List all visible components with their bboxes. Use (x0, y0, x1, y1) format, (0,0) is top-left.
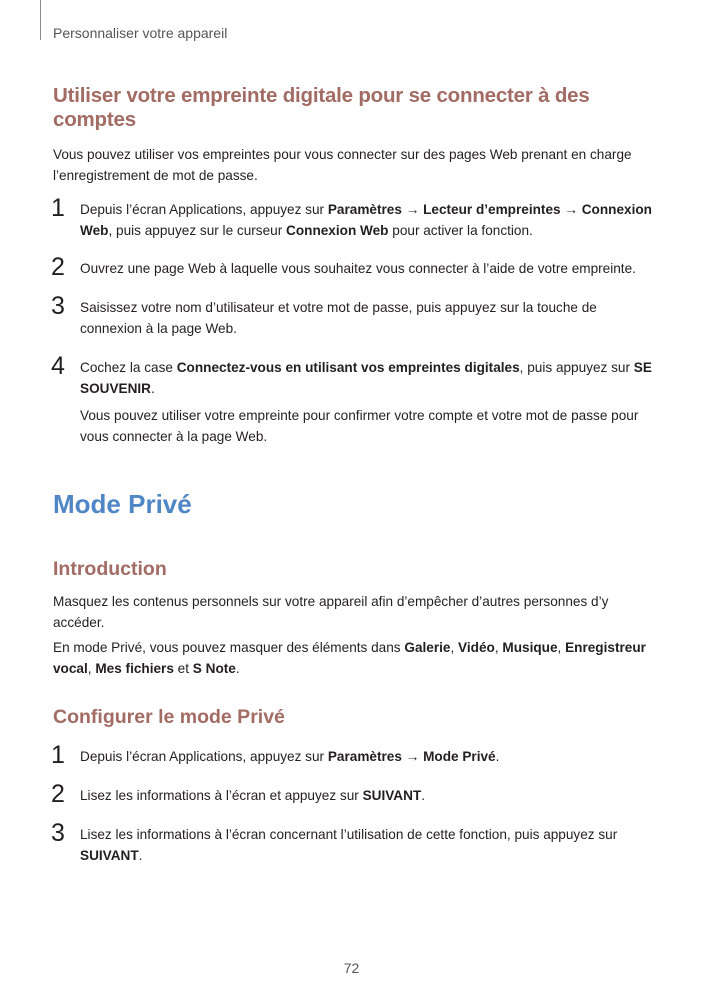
step-4 (51, 352, 653, 447)
introduction-title: Introduction (53, 558, 167, 580)
step-number: 2 (51, 253, 65, 281)
section-title-fingerprint-web: Utiliser votre empreinte digitale pour se connecter à des comptes (53, 84, 590, 131)
step-number: 1 (51, 741, 65, 769)
config-step-3 (51, 819, 653, 866)
step-number: 1 (51, 194, 65, 222)
config-step-2 (51, 780, 653, 808)
step-3 (51, 292, 653, 339)
corner-rule (40, 0, 41, 40)
step-text: Ouvrez une page Web à laquelle vous souhaitez vous connecter à l’aide de votre empreinte. (80, 261, 636, 276)
page-content (53, 84, 653, 866)
step-1 (51, 194, 653, 241)
step-text: Depuis l’écran Applications, appuyez sur Paramètres → Mode Privé. (80, 749, 500, 764)
running-header: Personnaliser votre appareil (53, 25, 228, 41)
step-number: 2 (51, 780, 65, 808)
step-number: 3 (51, 819, 65, 847)
step-text: Cochez la case Connectez-vous en utilisant vos empreintes digitales, puis appuyez sur SE SOUVENIR. (80, 360, 652, 396)
step-text: Lisez les informations à l’écran et appuyez sur SUIVANT. (80, 788, 426, 803)
config-step-1 (51, 741, 653, 769)
step-text: Depuis l’écran Applications, appuyez sur Paramètres → Lecteur d’empreintes → Connexion Web, puis appuyez sur le curseur Connexion Web pour activer la fonction. (80, 202, 652, 238)
introduction-paragraph-2: En mode Privé, vous pouvez masquer des éléments dans Galerie, Vidéo, Musique, Enregistreur vocal, Mes fichiers et S Note. (53, 640, 646, 676)
step-text: Lisez les informations à l’écran concernant l’utilisation de cette fonction, puis appuyez sur SUIVANT. (80, 827, 618, 863)
chapter-title: Mode Privé (53, 489, 192, 519)
page-number: 72 (343, 960, 360, 976)
step-2 (51, 253, 653, 281)
section-intro: Vous pouvez utiliser vos empreintes pour vous connecter sur des pages Web prenant en charge l’enregistrement de mot de passe. (53, 147, 632, 183)
step-number: 3 (51, 292, 65, 320)
step-text: Saisissez votre nom d’utilisateur et votre mot de passe, puis appuyez sur la touche de connexion à la page Web. (80, 300, 597, 336)
introduction-paragraph-1: Masquez les contenus personnels sur votre appareil afin d’empêcher d’autres personnes d’y accéder. (53, 594, 609, 630)
step-number: 4 (51, 352, 65, 380)
configure-title: Configurer le mode Privé (53, 706, 285, 728)
step-note: Vous pouvez utiliser votre empreinte pour confirmer votre compte et votre mot de passe pour vous connecter à la page Web. (80, 408, 639, 444)
